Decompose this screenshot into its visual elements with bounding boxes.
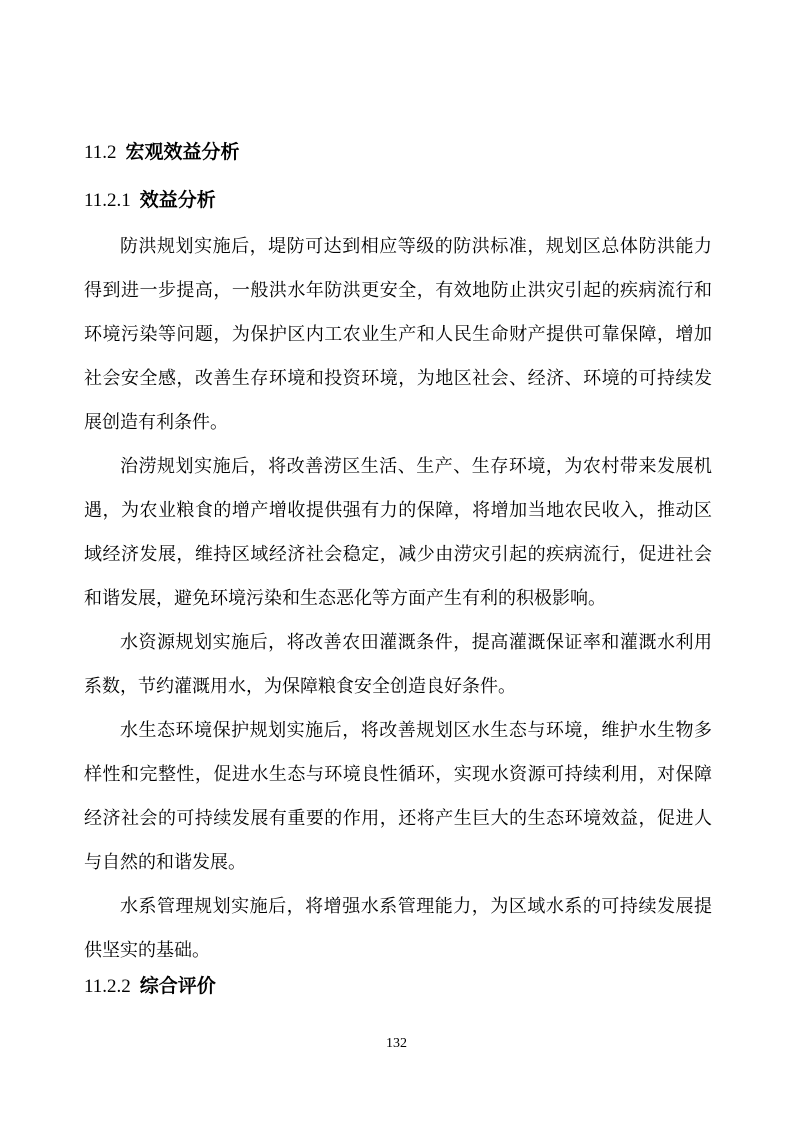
body-paragraph: 水生态环境保护规划实施后，将改善规划区水生态与环境，维护水生物多样性和完整性，促进水生态与环境良性循环，实现水资源可持续利用，对保障经济社会的可持续发展有重要的作用，还将产生巨大的生态环境效益，促进人与自然的和谐发展。 — [84, 720, 712, 872]
document-content — [84, 140, 712, 1010]
page-footer — [0, 1036, 793, 1052]
section-heading — [84, 140, 712, 166]
body-paragraph: 水资源规划实施后，将改善农田灌溉条件，提高灌溉保证率和灌溉水利用系数，节约灌溉用水，为保障粮食安全创造良好条件。 — [84, 632, 712, 696]
heading-title: 宏观效益分析 — [125, 142, 240, 163]
body-paragraph: 水系管理规划实施后，将增强水系管理能力，为区域水系的可持续发展提供坚实的基础。 — [84, 896, 712, 960]
body-paragraph: 治涝规划实施后，将改善涝区生活、生产、生存环境，为农村带来发展机遇，为农业粮食的增产增收提供强有力的保障，将增加当地农民收入，推动区域经济发展，维持区域经济社会稳定，减少由涝灾引起的疾病流行，促进社会和谐发展，避免环境污染和生态恶化等方面产生有利的积极影响。 — [84, 456, 712, 608]
subsection-heading — [84, 974, 712, 1000]
page-number: 132 — [386, 1036, 407, 1051]
heading-title: 效益分析 — [139, 190, 216, 211]
heading-number: 11.2 — [84, 142, 117, 163]
heading-number: 11.2.2 — [84, 976, 131, 997]
subsection-heading — [84, 188, 712, 214]
heading-title: 综合评价 — [139, 976, 216, 997]
body-paragraph: 防洪规划实施后，堤防可达到相应等级的防洪标准，规划区总体防洪能力得到进一步提高，一般洪水年防洪更安全，有效地防止洪灾引起的疾病流行和环境污染等问题，为保护区内工农业生产和人民生命财产提供可靠保障，增加社会安全感，改善生存环境和投资环境，为地区社会、经济、环境的可持续发展创造有利条件。 — [84, 236, 712, 432]
heading-number: 11.2.1 — [84, 190, 131, 211]
